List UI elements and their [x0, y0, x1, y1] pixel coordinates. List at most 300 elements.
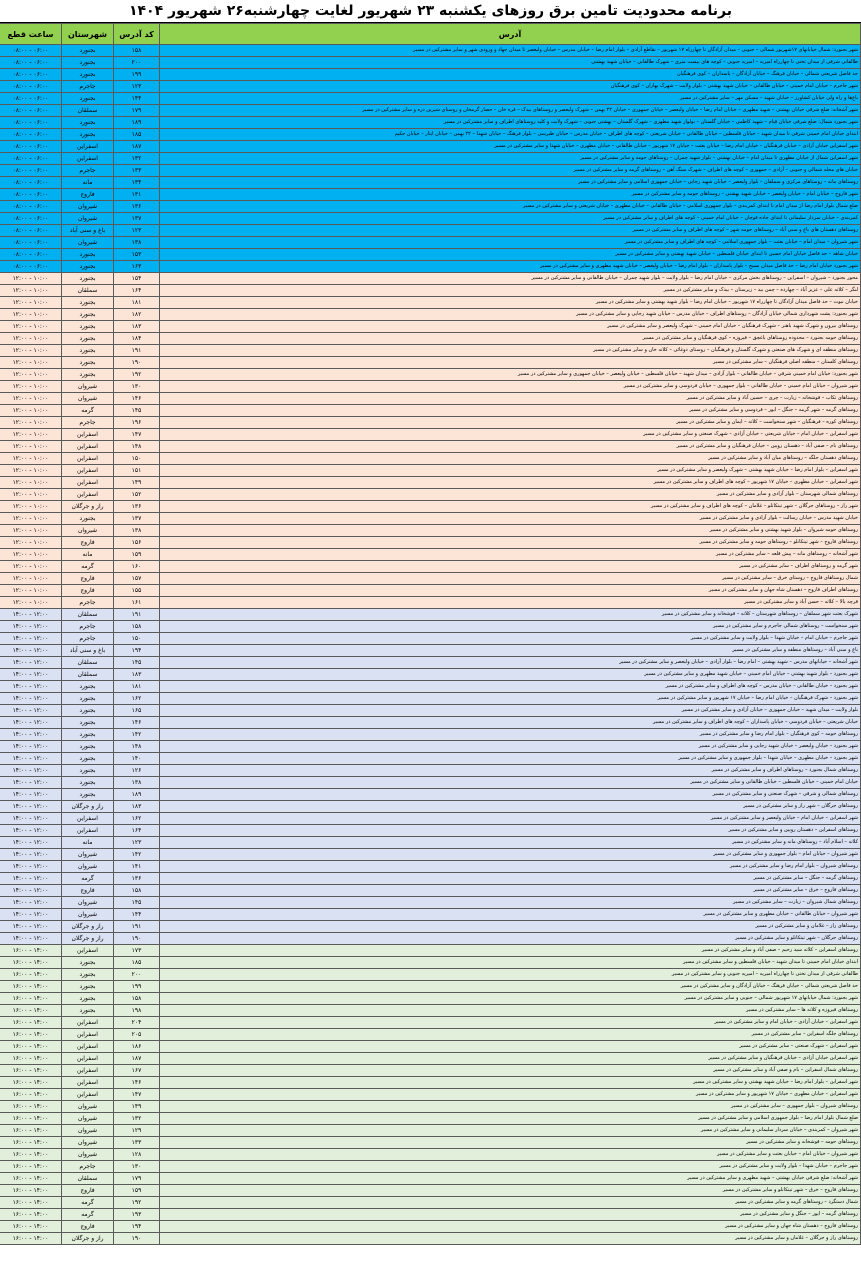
address-cell: شهر اسفراین – خیابان مطهری – خیابان ۱۷ شهریور و سایر مشترکین در مسیر — [160, 1089, 861, 1101]
code-cell: ۱۶۲ — [114, 693, 160, 705]
code-cell: ۱۹۰ — [114, 933, 160, 945]
code-cell: ۲۰۰ — [114, 969, 160, 981]
code-cell: ۱۸۵ — [114, 957, 160, 969]
address-cell: روستاهای راز و جرگلان – غلامان و سایر مشترکین در مسیر — [160, 1233, 861, 1245]
city-cell: اسفراین — [62, 153, 114, 165]
table-row — [0, 549, 861, 561]
address-cell: حد فاصل شریعتی شمالی – خیابان فرهنگ – خیابان آزادگان – پاسداران – کوی فرهنگیان — [160, 69, 861, 81]
table-row — [0, 537, 861, 549]
slot-cell: ۱۲:۰۰ - ۱۴:۰۰ — [0, 681, 62, 693]
slot-cell: ۱۰:۰۰ - ۱۲:۰۰ — [0, 429, 62, 441]
city-cell: شیروان — [62, 1137, 114, 1149]
code-cell: ۱۴۵ — [114, 405, 160, 417]
code-cell: ۱۳۰ — [114, 381, 160, 393]
slot-cell: ۱۰:۰۰ - ۱۲:۰۰ — [0, 513, 62, 525]
table-row — [0, 693, 861, 705]
table-row — [0, 501, 861, 513]
address-cell: ابتدای خیابان امام خمینی تا میدان شهید – خیابان فلسطین و سایر مشترکین در مسیر — [160, 957, 861, 969]
address-cell: روستاهای شمالی شهرستان – بلوار آزادی و سایر مشترکین در مسیر — [160, 489, 861, 501]
address-cell: کمربندی – خیابان سردار سلیمانی تا ابتدای جاده قوچان – خیابان امام خمینی – کوچه های اطراف و سایر مشترکین در مسیر — [160, 213, 861, 225]
table-row — [0, 1005, 861, 1017]
table-row — [0, 381, 861, 393]
city-cell: اسفراین — [62, 945, 114, 957]
address-cell: شهر راز – روستاهای جرگلان – شهر تیتکانلو – غلامان – کوچه های اطراف و سایر مشترکین در مسیر — [160, 501, 861, 513]
slot-cell: ۱۰:۰۰ - ۱۲:۰۰ — [0, 369, 62, 381]
city-cell: شیروان — [62, 897, 114, 909]
city-cell: جاجرم — [62, 597, 114, 609]
table-row — [0, 837, 861, 849]
city-cell: راز و جرگلان — [62, 933, 114, 945]
code-cell: ۱۹۹ — [114, 69, 160, 81]
code-cell: ۱۴۶ — [114, 1077, 160, 1089]
address-cell: شهر بجنورد: خیابان امام خمینی شرقی – خیابان طالقانی – بلوار آزادی – میدان شهید – خیابان فلسطین – خیابان ولیعصر – خیابان جمهوری و سایر مشترکین در مسیر — [160, 369, 861, 381]
slot-cell: ۱۰:۰۰ - ۱۲:۰۰ — [0, 549, 62, 561]
code-cell: ۱۳۶ — [114, 873, 160, 885]
slot-cell: ۱۰:۰۰ - ۱۲:۰۰ — [0, 333, 62, 345]
city-cell: شیروان — [62, 1149, 114, 1161]
code-cell: ۱۵۳ — [114, 249, 160, 261]
address-cell: روستاهای حومه شیروان – بلوار شهید بهشتی و سایر مشترکین در مسیر — [160, 525, 861, 537]
address-cell: خیابان شاهد – حد فاصل خیابان امام حسین تا ابتدای خیابان فلسطین – خیابان شهید بهشتی و سایر مشترکین در مسیر — [160, 249, 861, 261]
city-cell: بجنورد — [62, 93, 114, 105]
slot-cell: ۱۰:۰۰ - ۱۲:۰۰ — [0, 285, 62, 297]
table-row — [0, 933, 861, 945]
header-address: آدرس — [160, 24, 861, 45]
table-row — [0, 513, 861, 525]
address-cell: شهر بجنورد – شهرک فرهنگیان – خیابان امام رضا – خیابان ۱۷ شهریور و سایر مشترکین در مسیر — [160, 693, 861, 705]
code-cell: ۱۵۵ — [114, 585, 160, 597]
address-cell: خیابان های محله شمالی و جنوبی – آزادی – جمهوری – کوچه های اطراف – شهرک سنگ آهن – روستاهای گرمه و سایر مشترکین در مسیر — [160, 165, 861, 177]
slot-cell: ۱۰:۰۰ - ۱۲:۰۰ — [0, 489, 62, 501]
city-cell: فاروج — [62, 1185, 114, 1197]
code-cell: ۱۷۹ — [114, 105, 160, 117]
slot-cell: ۱۰:۰۰ - ۱۲:۰۰ — [0, 525, 62, 537]
table-row — [0, 741, 861, 753]
header-slot: ساعت قطع — [0, 24, 62, 45]
address-cell: شهر آشخانه – روستاهای مانه – پیش قلعه – سایر مشترکین در مسیر — [160, 549, 861, 561]
table-row — [0, 45, 861, 57]
code-cell: ۱۸۷ — [114, 141, 160, 153]
address-cell: روستاهای گرمه – جنگل – سایر مشترکین در مسیر — [160, 873, 861, 885]
code-cell: ۱۴۱ — [114, 861, 160, 873]
code-cell: ۲۰۴ — [114, 1017, 160, 1029]
table-row — [0, 825, 861, 837]
code-cell: ۱۳۶ — [114, 501, 160, 513]
city-cell: فاروج — [62, 1221, 114, 1233]
slot-cell: ۱۲:۰۰ - ۱۴:۰۰ — [0, 609, 62, 621]
code-cell: ۱۹۱ — [114, 921, 160, 933]
slot-cell: ۰۶:۰۰ - ۰۸:۰۰ — [0, 177, 62, 189]
city-cell: جاجرم — [62, 417, 114, 429]
code-cell: ۱۴۵ — [114, 657, 160, 669]
slot-cell: ۱۰:۰۰ - ۱۲:۰۰ — [0, 381, 62, 393]
city-cell: بجنورد — [62, 1005, 114, 1017]
city-cell: اسفراین — [62, 1077, 114, 1089]
table-row — [0, 669, 861, 681]
table-row — [0, 393, 861, 405]
address-cell: شهر اسفراین – بلوار امام رضا – خیابان شهید بهشتی و سایر مشترکین در مسیر — [160, 1077, 861, 1089]
address-cell: روستاهای فاروج – شهر تیتکانلو – روستاهای حومه و سایر مشترکین در مسیر — [160, 537, 861, 549]
address-cell: شهر اسفراین – خیابان مطهری – خیابان ۱۷ شهریور – کوچه های اطراف و سایر مشترکین در مسیر — [160, 477, 861, 489]
header-code: کد آدرس — [114, 24, 160, 45]
slot-cell: ۱۰:۰۰ - ۱۲:۰۰ — [0, 297, 62, 309]
address-cell: شهر بجنورد: پشت شهرداری شمالی خیابان آزادگان – روستاهای اطراف – خیابان مدرس – خیابان شهید رجایی و سایر مشترکین در مسیر — [160, 309, 861, 321]
slot-cell: ۱۴:۰۰ - ۱۶:۰۰ — [0, 1125, 62, 1137]
city-cell: اسفراین — [62, 1053, 114, 1065]
address-cell: لنگر – کلاته علی – عزیز آباد – چهارده – چمن بید – زیرستان – بیدک و سایر مشترکین در مسیر — [160, 285, 861, 297]
address-cell: روستاهای اسفراین – کلاته سید رحیم – صفی آباد و سایر مشترکین در مسیر — [160, 945, 861, 957]
table-row — [0, 861, 861, 873]
table-header-row — [0, 24, 861, 45]
slot-cell: ۱۲:۰۰ - ۱۴:۰۰ — [0, 621, 62, 633]
slot-cell: ۱۲:۰۰ - ۱۴:۰۰ — [0, 777, 62, 789]
address-cell: روستاهای شمال اسفراین – بام و صفی آباد و سایر مشترکین در مسیر — [160, 1065, 861, 1077]
slot-cell: ۱۰:۰۰ - ۱۲:۰۰ — [0, 405, 62, 417]
address-cell: شهر شیروان – خیابان امام – خیابان بعثت و سایر مشترکین در مسیر — [160, 1149, 861, 1161]
table-row — [0, 141, 861, 153]
address-cell: محور بجنورد – شیروان – اسفراین – روستاهای بخش مرکزی – خیابان امام رضا – بلوار ولایت – بلوار شهید چمران – خیابان طالقانی و سایر مشترکین در مسیر — [160, 273, 861, 285]
code-cell: ۱۹۴ — [114, 645, 160, 657]
code-cell: ۱۴۸ — [114, 741, 160, 753]
slot-cell: ۱۴:۰۰ - ۱۶:۰۰ — [0, 1173, 62, 1185]
code-cell: ۲۰۵ — [114, 1029, 160, 1041]
table-row — [0, 225, 861, 237]
slot-cell: ۱۴:۰۰ - ۱۶:۰۰ — [0, 1113, 62, 1125]
city-cell: اسفراین — [62, 813, 114, 825]
table-row — [0, 465, 861, 477]
slot-cell: ۱۲:۰۰ - ۱۴:۰۰ — [0, 933, 62, 945]
city-cell: اسفراین — [62, 477, 114, 489]
city-cell: اسفراین — [62, 429, 114, 441]
city-cell: بجنورد — [62, 957, 114, 969]
code-cell: ۱۵۸ — [114, 621, 160, 633]
slot-cell: ۱۴:۰۰ - ۱۶:۰۰ — [0, 1233, 62, 1245]
address-cell: روستاهای فیروزه و کلاته ها – سایر مشترکین در مسیر — [160, 1005, 861, 1017]
code-cell: ۱۶۳ — [114, 261, 160, 273]
city-cell: اسفراین — [62, 825, 114, 837]
city-cell: باغ و سنی آباد — [62, 225, 114, 237]
table-row — [0, 417, 861, 429]
city-cell: بجنورد — [62, 309, 114, 321]
address-cell: شهر جاجرم – خیابان شهدا – بلوار ولایت و سایر مشترکین در مسیر — [160, 1161, 861, 1173]
table-row — [0, 729, 861, 741]
city-cell: بجنورد — [62, 333, 114, 345]
city-cell: شیروان — [62, 1113, 114, 1125]
code-cell: ۱۶۱ — [114, 597, 160, 609]
city-cell: گرمه — [62, 1197, 114, 1209]
city-cell: اسفراین — [62, 1041, 114, 1053]
city-cell: فاروج — [62, 573, 114, 585]
slot-cell: ۰۶:۰۰ - ۰۸:۰۰ — [0, 141, 62, 153]
slot-cell: ۱۴:۰۰ - ۱۶:۰۰ — [0, 1197, 62, 1209]
address-cell: ابتدای خیابان امام خمینی شرقی تا میدان شهید – خیابان فلسطین – خیابان طالقانی – خیابان شریعتی – کوچه های اطراف – خیابان مدرس – خیابان طبرسی – بلوار فرهنگ – خیابان شهدا – ۲۲ بهمن – خیابان ایثار – خیابان حکیم — [160, 129, 861, 141]
city-cell: اسفراین — [62, 441, 114, 453]
address-cell: شهر بجنورد – خیابان طالقانی – خیابان مدرس – کوچه های اطراف و سایر مشترکین در مسیر — [160, 681, 861, 693]
code-cell: ۱۷۳ — [114, 945, 160, 957]
table-row — [0, 561, 861, 573]
city-cell: راز و جرگلان — [62, 921, 114, 933]
table-row — [0, 453, 861, 465]
address-cell: شهر اسفراین – خیابان امام – خیابان شریعتی – خیابان آزادی – شهرک صنعتی و سایر مشترکین در مسیر — [160, 429, 861, 441]
address-cell: روستاهای حومه بجنورد – محدوده روستاهای باغچق – فیروزه – کوی فرهنگیان و سایر مشترکین در مسیر — [160, 333, 861, 345]
code-cell: ۱۸۲ — [114, 309, 160, 321]
table-row — [0, 69, 861, 81]
address-cell: شهر جاجرم – خیابان امام خمینی – خیابان طالقانی – خیابان شهید بهشتی – بلوار ولایت – شهرک بهاران – کوی فرهنگیان — [160, 81, 861, 93]
code-cell: ۱۴۵ — [114, 897, 160, 909]
slot-cell: ۱۴:۰۰ - ۱۶:۰۰ — [0, 1209, 62, 1221]
city-cell: سملقان — [62, 285, 114, 297]
table-row — [0, 309, 861, 321]
table-row — [0, 1053, 861, 1065]
city-cell: بجنورد — [62, 741, 114, 753]
table-row — [0, 1197, 861, 1209]
table-row — [0, 1113, 861, 1125]
code-cell: ۱۳۱ — [114, 189, 160, 201]
code-cell: ۱۳۴ — [114, 177, 160, 189]
city-cell: بجنورد — [62, 117, 114, 129]
table-row — [0, 1089, 861, 1101]
address-cell: خیابان شهید مدرس – خیابان رسالت – بلوار آزادی و سایر مشترکین در مسیر — [160, 513, 861, 525]
slot-cell: ۱۲:۰۰ - ۱۴:۰۰ — [0, 729, 62, 741]
address-cell: شهر بجنورد – خیابان ولیعصر – خیابان شهید رجایی و سایر مشترکین در مسیر — [160, 741, 861, 753]
address-cell: شهر گرمه و روستاهای اطراف – سایر مشترکین در مسیر — [160, 561, 861, 573]
slot-cell: ۱۴:۰۰ - ۱۶:۰۰ — [0, 969, 62, 981]
slot-cell: ۱۰:۰۰ - ۱۲:۰۰ — [0, 345, 62, 357]
city-cell: شیروان — [62, 381, 114, 393]
address-cell: شهر فاروج – خیابان امام – خیابان ولیعصر – خیابان شهید بهشتی – روستاهای حومه و سایر مشترکین در مسیر — [160, 189, 861, 201]
table-row — [0, 1029, 861, 1041]
table-row — [0, 117, 861, 129]
table-row — [0, 105, 861, 117]
city-cell: اسفراین — [62, 1029, 114, 1041]
code-cell: ۱۴۶ — [114, 717, 160, 729]
address-cell: شهر سنخواست – روستاهای شمالی جاجرم و سایر مشترکین در مسیر — [160, 621, 861, 633]
slot-cell: ۰۶:۰۰ - ۰۸:۰۰ — [0, 261, 62, 273]
slot-cell: ۱۴:۰۰ - ۱۶:۰۰ — [0, 1077, 62, 1089]
city-cell: بجنورد — [62, 789, 114, 801]
slot-cell: ۰۶:۰۰ - ۰۸:۰۰ — [0, 225, 62, 237]
address-cell: روستاهای کلستان – منطقه اصلی فرهنگیان – سایر مشترکین در مسیر — [160, 357, 861, 369]
address-cell: شهر اسفراین – خیابان امام – خیابان ولیعصر و سایر مشترکین در مسیر — [160, 813, 861, 825]
table-row — [0, 477, 861, 489]
address-cell: شهر شیروان – میدان امام – خیابان بعثت – بلوار جمهوری اسلامی – کوچه های اطراف و سایر مشترکین در مسیر — [160, 237, 861, 249]
code-cell: ۱۴۲ — [114, 729, 160, 741]
city-cell: اسفراین — [62, 453, 114, 465]
code-cell: ۱۳۰ — [114, 1161, 160, 1173]
table-row — [0, 273, 861, 285]
schedule-body — [0, 45, 861, 1245]
code-cell: ۱۳۸ — [114, 525, 160, 537]
address-cell: روستاهای فاروج – خرق – سایر مشترکین در مسیر — [160, 885, 861, 897]
table-row — [0, 873, 861, 885]
address-cell: روستاهای منطقه ای و شهرک های صنعتی و شهرک گلستان و فرهنگیان – روستای دوغائی – کلاته خان و سایر مشترکین در مسیر — [160, 345, 861, 357]
address-cell: شهر آشخانه – خیابانهای مدرس – شهید بهشتی – امام رضا – بلوار آزادی – خیابان ولیعصر و سایر مشترکین در مسیر — [160, 657, 861, 669]
slot-cell: ۰۶:۰۰ - ۰۸:۰۰ — [0, 117, 62, 129]
slot-cell: ۱۲:۰۰ - ۱۴:۰۰ — [0, 861, 62, 873]
table-row — [0, 1065, 861, 1077]
slot-cell: ۱۴:۰۰ - ۱۶:۰۰ — [0, 993, 62, 1005]
city-cell: بجنورد — [62, 45, 114, 57]
slot-cell: ۰۶:۰۰ - ۰۸:۰۰ — [0, 105, 62, 117]
slot-cell: ۱۴:۰۰ - ۱۶:۰۰ — [0, 1221, 62, 1233]
city-cell: بجنورد — [62, 993, 114, 1005]
table-row — [0, 333, 861, 345]
address-cell: حد فاصل شریعتی شمالی – خیابان فرهنگ – خیابان آزادگان و سایر مشترکین در مسیر — [160, 981, 861, 993]
table-row — [0, 165, 861, 177]
code-cell: ۱۶۷ — [114, 1065, 160, 1077]
code-cell: ۱۵۴ — [114, 273, 160, 285]
slot-cell: ۱۲:۰۰ - ۱۴:۰۰ — [0, 645, 62, 657]
code-cell: ۱۸۹ — [114, 789, 160, 801]
table-row — [0, 657, 861, 669]
slot-cell: ۱۲:۰۰ - ۱۴:۰۰ — [0, 885, 62, 897]
code-cell: ۱۶۲ — [114, 813, 160, 825]
code-cell: ۱۹۲ — [114, 369, 160, 381]
address-cell: روستاهای فاروج – خرق – شهر تیتکانلو و سایر مشترکین در مسیر — [160, 1185, 861, 1197]
address-cell: شمال دستگرد – روستاهای گرمه و سایر مشترکین در مسیر — [160, 1197, 861, 1209]
slot-cell: ۱۲:۰۰ - ۱۴:۰۰ — [0, 669, 62, 681]
city-cell: بجنورد — [62, 357, 114, 369]
slot-cell: ۱۰:۰۰ - ۱۲:۰۰ — [0, 561, 62, 573]
code-cell: ۱۸۱ — [114, 297, 160, 309]
city-cell: گرمه — [62, 405, 114, 417]
table-row — [0, 369, 861, 381]
address-cell: طالقانی شرقی از میدان تختی تا چهارراه امیریه – امیریه جنوبی و سایر مشترکین در مسیر — [160, 969, 861, 981]
table-row — [0, 1125, 861, 1137]
table-row — [0, 849, 861, 861]
city-cell: بجنورد — [62, 321, 114, 333]
city-cell: بجنورد — [62, 969, 114, 981]
code-cell: ۱۲۳ — [114, 225, 160, 237]
code-cell: ۱۴۲ — [114, 849, 160, 861]
slot-cell: ۱۴:۰۰ - ۱۶:۰۰ — [0, 1053, 62, 1065]
address-cell: طالقانی شرقی از میدان تختی تا چهارراه امیریه – امیریه جنوبی – کوچه های بیست متری – شهرک طالقانی – خیابان شهید بهشتی — [160, 57, 861, 69]
code-cell: ۱۶۰ — [114, 561, 160, 573]
address-cell: روستاهای بیرون و شهرک شهید باهنر – شهرک فرهنگیان – خیابان امام خمینی – شهرک ولیعصر و سایر مشترکین در مسیر — [160, 321, 861, 333]
slot-cell: ۱۰:۰۰ - ۱۲:۰۰ — [0, 585, 62, 597]
code-cell: ۱۸۶ — [114, 1041, 160, 1053]
address-cell: روستاهای جرگلان – شهر راز و سایر مشترکین در مسیر — [160, 801, 861, 813]
slot-cell: ۱۲:۰۰ - ۱۴:۰۰ — [0, 657, 62, 669]
slot-cell: ۱۴:۰۰ - ۱۶:۰۰ — [0, 1137, 62, 1149]
code-cell: ۱۸۳ — [114, 801, 160, 813]
table-row — [0, 93, 861, 105]
code-cell: ۱۳۸ — [114, 237, 160, 249]
slot-cell: ۱۴:۰۰ - ۱۶:۰۰ — [0, 1185, 62, 1197]
city-cell: بجنورد — [62, 69, 114, 81]
slot-cell: ۱۲:۰۰ - ۱۴:۰۰ — [0, 909, 62, 921]
table-row — [0, 297, 861, 309]
table-row — [0, 249, 861, 261]
table-row — [0, 945, 861, 957]
slot-cell: ۱۴:۰۰ - ۱۶:۰۰ — [0, 1089, 62, 1101]
address-cell: شهر اسفراین خیابان آزادی – خیابان فرهنگیان – خیابان امام رضا – خیابان بعثت – خیابان ۱۷ شهریور – خیابان طالقانی – خیابان مطهری – خیابان شهدا و سایر مشترکین در مسیر — [160, 141, 861, 153]
page-title: برنامه محدودیت تامین برق روزهای یکشنبه ۲۳ شهریور لغایت چهارشنبه۲۶ شهریور ۱۴۰۴ — [0, 0, 861, 23]
code-cell: ۱۵۰ — [114, 633, 160, 645]
slot-cell: ۱۲:۰۰ - ۱۴:۰۰ — [0, 789, 62, 801]
address-cell: روستاهای شمال شیروان – زیارت – سایر مشترکین در مسیر — [160, 897, 861, 909]
city-cell: بجنورد — [62, 753, 114, 765]
address-cell: شهر اسفراین – شهرک صنعتی – سایر مشترکین در مسیر — [160, 1041, 861, 1053]
table-row — [0, 261, 861, 273]
code-cell: ۱۲۳ — [114, 837, 160, 849]
code-cell: ۱۴۰ — [114, 753, 160, 765]
slot-cell: ۱۰:۰۰ - ۱۲:۰۰ — [0, 273, 62, 285]
slot-cell: ۰۶:۰۰ - ۰۸:۰۰ — [0, 93, 62, 105]
slot-cell: ۱۴:۰۰ - ۱۶:۰۰ — [0, 1029, 62, 1041]
table-row — [0, 633, 861, 645]
code-cell: ۱۸۳ — [114, 321, 160, 333]
table-row — [0, 1149, 861, 1161]
city-cell: بجنورد — [62, 729, 114, 741]
code-cell: ۱۶۵ — [114, 705, 160, 717]
city-cell: بجنورد — [62, 249, 114, 261]
slot-cell: ۱۲:۰۰ - ۱۴:۰۰ — [0, 825, 62, 837]
city-cell: سملقان — [62, 105, 114, 117]
slot-cell: ۱۰:۰۰ - ۱۲:۰۰ — [0, 393, 62, 405]
address-cell: روستاهای گرمه – شهر گرمه – جنگل – ایور – فردوسی و سایر مشترکین در مسیر — [160, 405, 861, 417]
code-cell: ۱۹۱ — [114, 345, 160, 357]
city-cell: شیروان — [62, 525, 114, 537]
table-row — [0, 405, 861, 417]
table-row — [0, 57, 861, 69]
code-cell: ۱۷۹ — [114, 1173, 160, 1185]
city-cell: جاجرم — [62, 1161, 114, 1173]
table-row — [0, 981, 861, 993]
table-row — [0, 573, 861, 585]
city-cell: شیروان — [62, 213, 114, 225]
code-cell: ۱۵۱ — [114, 465, 160, 477]
address-cell: روستاهای مانه – روستاهای مرکزی و سملقان – بلوار ولیعصر – خیابان شهید رجایی – خیابان جمهوری اسلامی و سایر مشترکین در مسیر — [160, 177, 861, 189]
table-row — [0, 285, 861, 297]
code-cell: ۱۵۸ — [114, 45, 160, 57]
code-cell: ۱۲۶ — [114, 765, 160, 777]
slot-cell: ۰۶:۰۰ - ۰۸:۰۰ — [0, 81, 62, 93]
slot-cell: ۱۲:۰۰ - ۱۴:۰۰ — [0, 717, 62, 729]
city-cell: بجنورد — [62, 777, 114, 789]
address-cell: خیابان شریعتی – خیابان فردوسی – خیابان پاسداران – کوچه های اطراف و سایر مشترکین در مسیر — [160, 717, 861, 729]
code-cell: ۱۹۹ — [114, 981, 160, 993]
code-cell: ۱۹۴ — [114, 1221, 160, 1233]
table-row — [0, 129, 861, 141]
code-cell: ۱۳۸ — [114, 777, 160, 789]
city-cell: شیروان — [62, 1125, 114, 1137]
code-cell: ۱۹۲ — [114, 1197, 160, 1209]
slot-cell: ۱۲:۰۰ - ۱۴:۰۰ — [0, 897, 62, 909]
table-row — [0, 1209, 861, 1221]
slot-cell: ۰۶:۰۰ - ۰۸:۰۰ — [0, 69, 62, 81]
code-cell: ۱۴۶ — [114, 393, 160, 405]
city-cell: شیروان — [62, 201, 114, 213]
code-cell: ۱۵۹ — [114, 549, 160, 561]
city-cell: مانه — [62, 177, 114, 189]
table-row — [0, 177, 861, 189]
slot-cell: ۱۴:۰۰ - ۱۶:۰۰ — [0, 1017, 62, 1029]
city-cell: مانه — [62, 549, 114, 561]
slot-cell: ۱۴:۰۰ - ۱۶:۰۰ — [0, 1161, 62, 1173]
city-cell: بجنورد — [62, 765, 114, 777]
address-cell: شهرک بعثت شهر سملقان – روستاهای شهرستان – کلاته – قوشخانه و سایر مشترکین در مسیر — [160, 609, 861, 621]
code-cell: ۱۴۴ — [114, 909, 160, 921]
slot-cell: ۰۶:۰۰ - ۰۸:۰۰ — [0, 165, 62, 177]
code-cell: ۱۹۱ — [114, 609, 160, 621]
table-row — [0, 777, 861, 789]
city-cell: بجنورد — [62, 981, 114, 993]
slot-cell: ۱۲:۰۰ - ۱۴:۰۰ — [0, 705, 62, 717]
city-cell: اسفراین — [62, 141, 114, 153]
table-row — [0, 1185, 861, 1197]
city-cell: اسفراین — [62, 1089, 114, 1101]
